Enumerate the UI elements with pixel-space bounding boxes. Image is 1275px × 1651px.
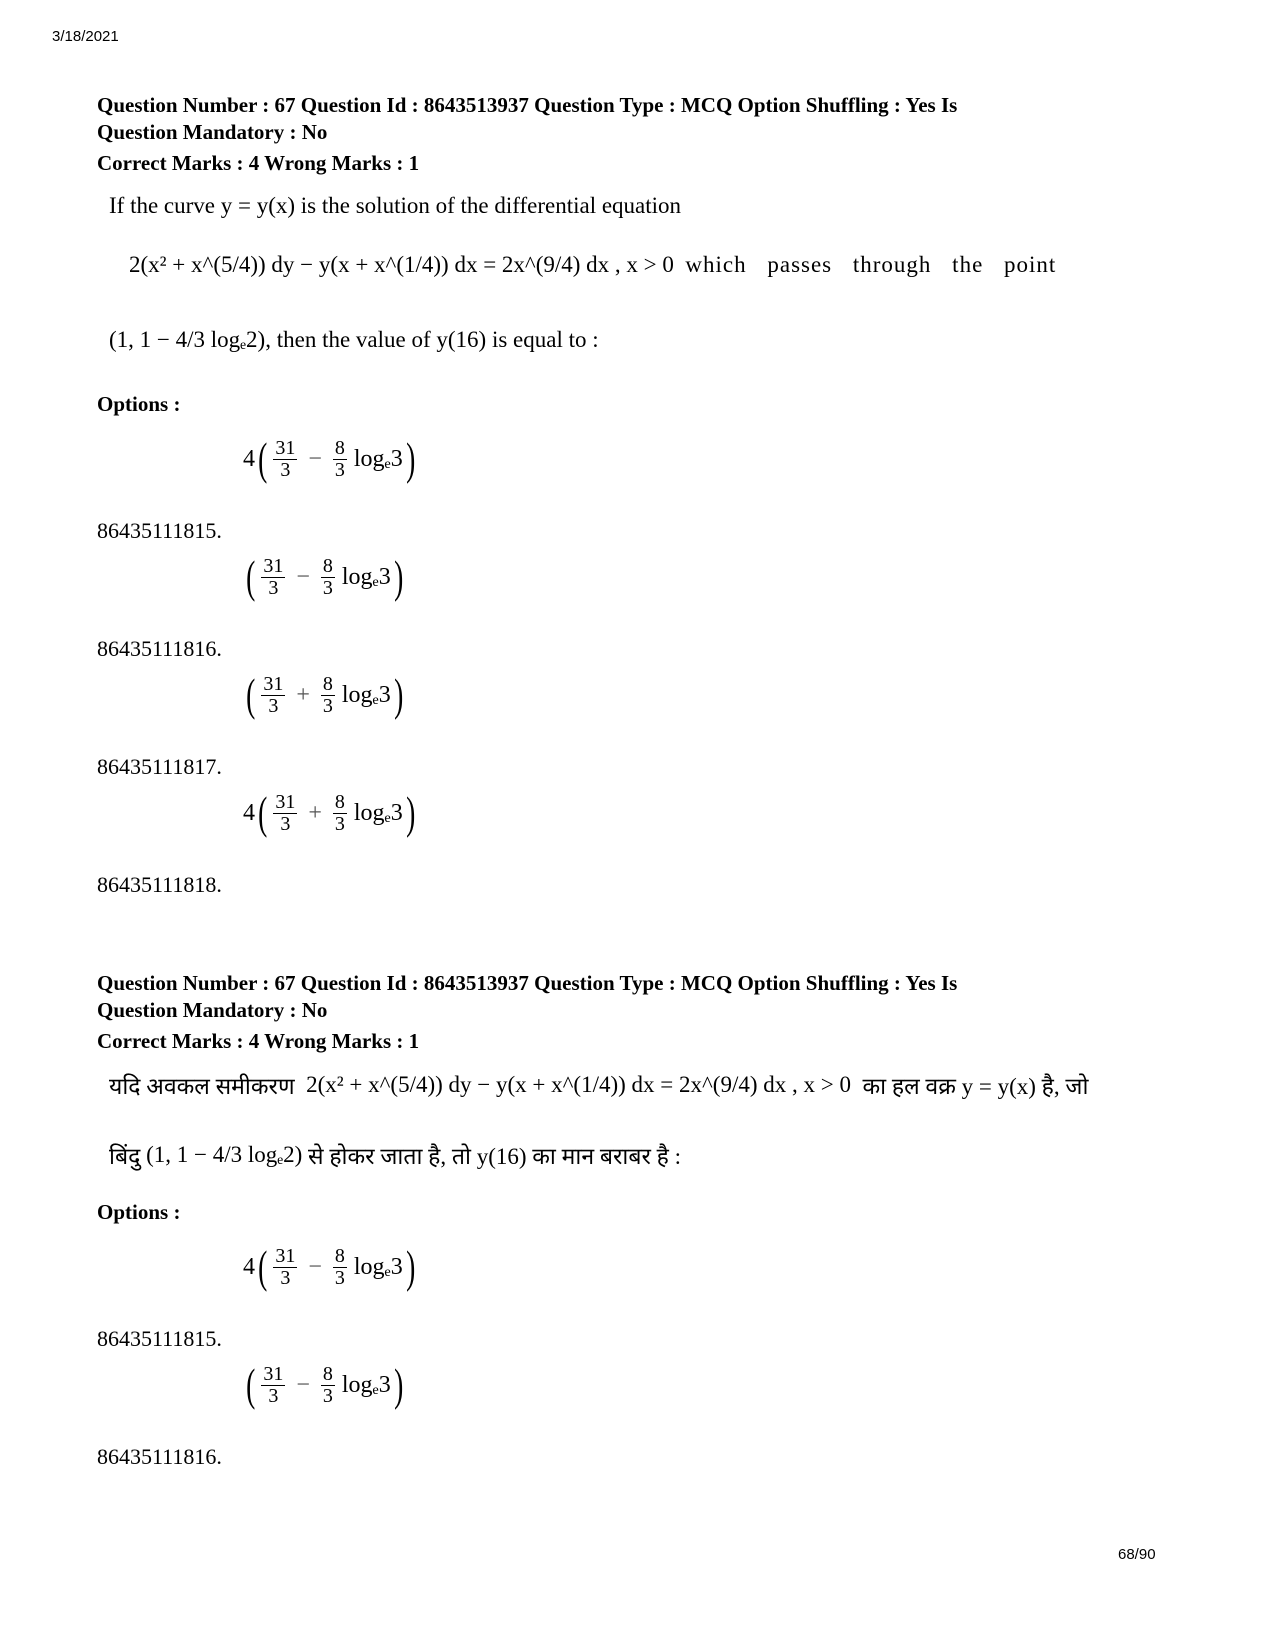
page-number: 68/90: [1118, 1546, 1156, 1563]
point-prefix: बिंदु: [109, 1144, 141, 1169]
numerator: 8: [334, 436, 345, 459]
fraction: [273, 1246, 297, 1289]
operator: +: [308, 799, 322, 826]
options-list: [97, 432, 1137, 904]
fraction: [333, 438, 347, 481]
print-date: 3/18/2021: [52, 28, 119, 45]
operator: +: [296, 681, 310, 708]
option-item: [97, 432, 1137, 550]
option-id: 86435111816.: [97, 636, 222, 661]
meta-line: Question Mandatory : No: [97, 998, 328, 1022]
option-expression: [243, 1241, 418, 1292]
fraction: [261, 1364, 285, 1407]
option-item: [97, 1240, 1137, 1358]
option-expression: [243, 1359, 406, 1410]
numerator: 31: [263, 672, 284, 695]
log-term: logₑ3: [353, 445, 403, 472]
log-term: logₑ3: [341, 681, 391, 708]
numerator: 8: [322, 554, 333, 577]
marks-line: Correct Marks : 4 Wrong Marks : 1: [97, 1029, 420, 1053]
numerator: 8: [322, 672, 333, 695]
stem-intro: यदि अवकल समीकरण: [109, 1074, 295, 1099]
option-item: [97, 1358, 1137, 1476]
numerator: 31: [263, 554, 284, 577]
denominator: 3: [322, 576, 333, 599]
option-item: [97, 550, 1137, 668]
left-paren: (: [246, 669, 256, 720]
log-term: logₑ3: [353, 1253, 403, 1280]
option-prefix: 4: [243, 445, 255, 472]
denominator: 3: [280, 458, 291, 481]
denominator: 3: [334, 1266, 345, 1289]
question-meta: [97, 970, 1137, 1055]
point: (1, 1 − 4/3 logₑ2): [146, 1142, 303, 1167]
marks-line: Correct Marks : 4 Wrong Marks : 1: [97, 151, 420, 175]
log-term: logₑ3: [353, 799, 403, 826]
left-paren: (: [258, 1241, 268, 1292]
denominator: 3: [268, 1384, 279, 1407]
numerator: 8: [334, 790, 345, 813]
numerator: 8: [322, 1362, 333, 1385]
options-label: Options :: [97, 392, 181, 416]
log-term: logₑ3: [341, 563, 391, 590]
log-term: logₑ3: [341, 1371, 391, 1398]
numerator: 8: [334, 1244, 345, 1267]
option-id: 86435111817.: [97, 754, 222, 779]
numerator: 31: [275, 1244, 296, 1267]
stem-intro: If the curve y = y(x) is the solution of the differential equation: [109, 193, 682, 218]
denominator: 3: [334, 458, 345, 481]
fraction: [321, 1364, 335, 1407]
fraction: [321, 674, 335, 717]
left-paren: (: [258, 433, 268, 484]
denominator: 3: [334, 812, 345, 835]
numerator: 31: [275, 436, 296, 459]
operator: −: [296, 1371, 310, 1398]
operator: −: [308, 1253, 322, 1280]
question-stem: [109, 1055, 1137, 1195]
stem-end: से होकर जाता है, तो y(16) का मान बराबर है :: [308, 1144, 681, 1169]
denominator: 3: [280, 1266, 291, 1289]
option-item: [97, 786, 1137, 904]
option-prefix: 4: [243, 799, 255, 826]
right-paren: ): [393, 1359, 403, 1410]
option-expression: [243, 787, 418, 838]
denominator: 3: [322, 1384, 333, 1407]
right-paren: ): [393, 551, 403, 602]
fraction: [321, 556, 335, 599]
stem-mid: का हल वक्र y = y(x) है, जो: [862, 1074, 1089, 1099]
fraction: [261, 556, 285, 599]
meta-line: Question Number : 67 Question Id : 8643513937 Question Type : MCQ Option Shuffling : Yes Is: [97, 971, 958, 995]
question-stem: [109, 177, 1137, 385]
meta-line: Question Mandatory : No: [97, 120, 328, 144]
denominator: 3: [268, 576, 279, 599]
fraction: [261, 674, 285, 717]
operator: −: [308, 445, 322, 472]
option-id: 86435111816.: [97, 1444, 222, 1469]
right-paren: ): [393, 669, 403, 720]
denominator: 3: [268, 694, 279, 717]
question-block-english: [97, 92, 1137, 904]
left-paren: (: [246, 1359, 256, 1410]
question-meta: [97, 92, 1137, 177]
meta-line: Question Number : 67 Question Id : 8643513937 Question Type : MCQ Option Shuffling : Yes Is: [97, 93, 958, 117]
fraction: [333, 792, 347, 835]
option-id: 86435111818.: [97, 872, 222, 897]
options-label: Options :: [97, 1200, 181, 1224]
denominator: 3: [280, 812, 291, 835]
numerator: 31: [263, 1362, 284, 1385]
point: (1, 1 − 4/3 logₑ2): [109, 327, 266, 352]
option-expression: [243, 669, 406, 720]
option-id: 86435111815.: [97, 518, 222, 543]
fraction: [333, 1246, 347, 1289]
right-paren: ): [405, 787, 415, 838]
numerator: 31: [275, 790, 296, 813]
left-paren: (: [258, 787, 268, 838]
left-paren: (: [246, 551, 256, 602]
right-paren: ): [405, 1241, 415, 1292]
options-list: [97, 1240, 1137, 1476]
fraction: [273, 792, 297, 835]
equation: 2(x² + x^(5/4)) dy − y(x + x^(1/4)) dx = 2x^(9/4) dx , x > 0: [306, 1072, 851, 1097]
stem-mid: which passes through the point: [685, 252, 1057, 277]
option-expression: [243, 433, 418, 484]
question-block-hindi: [97, 970, 1137, 1476]
option-prefix: 4: [243, 1253, 255, 1280]
stem-end: , then the value of y(16) is equal to :: [265, 327, 599, 352]
option-expression: [243, 551, 406, 602]
option-id: 86435111815.: [97, 1326, 222, 1351]
fraction: [273, 438, 297, 481]
operator: −: [296, 563, 310, 590]
option-item: [97, 668, 1137, 786]
right-paren: ): [405, 433, 415, 484]
denominator: 3: [322, 694, 333, 717]
equation: 2(x² + x^(5/4)) dy − y(x + x^(1/4)) dx = 2x^(9/4) dx , x > 0: [129, 252, 674, 277]
